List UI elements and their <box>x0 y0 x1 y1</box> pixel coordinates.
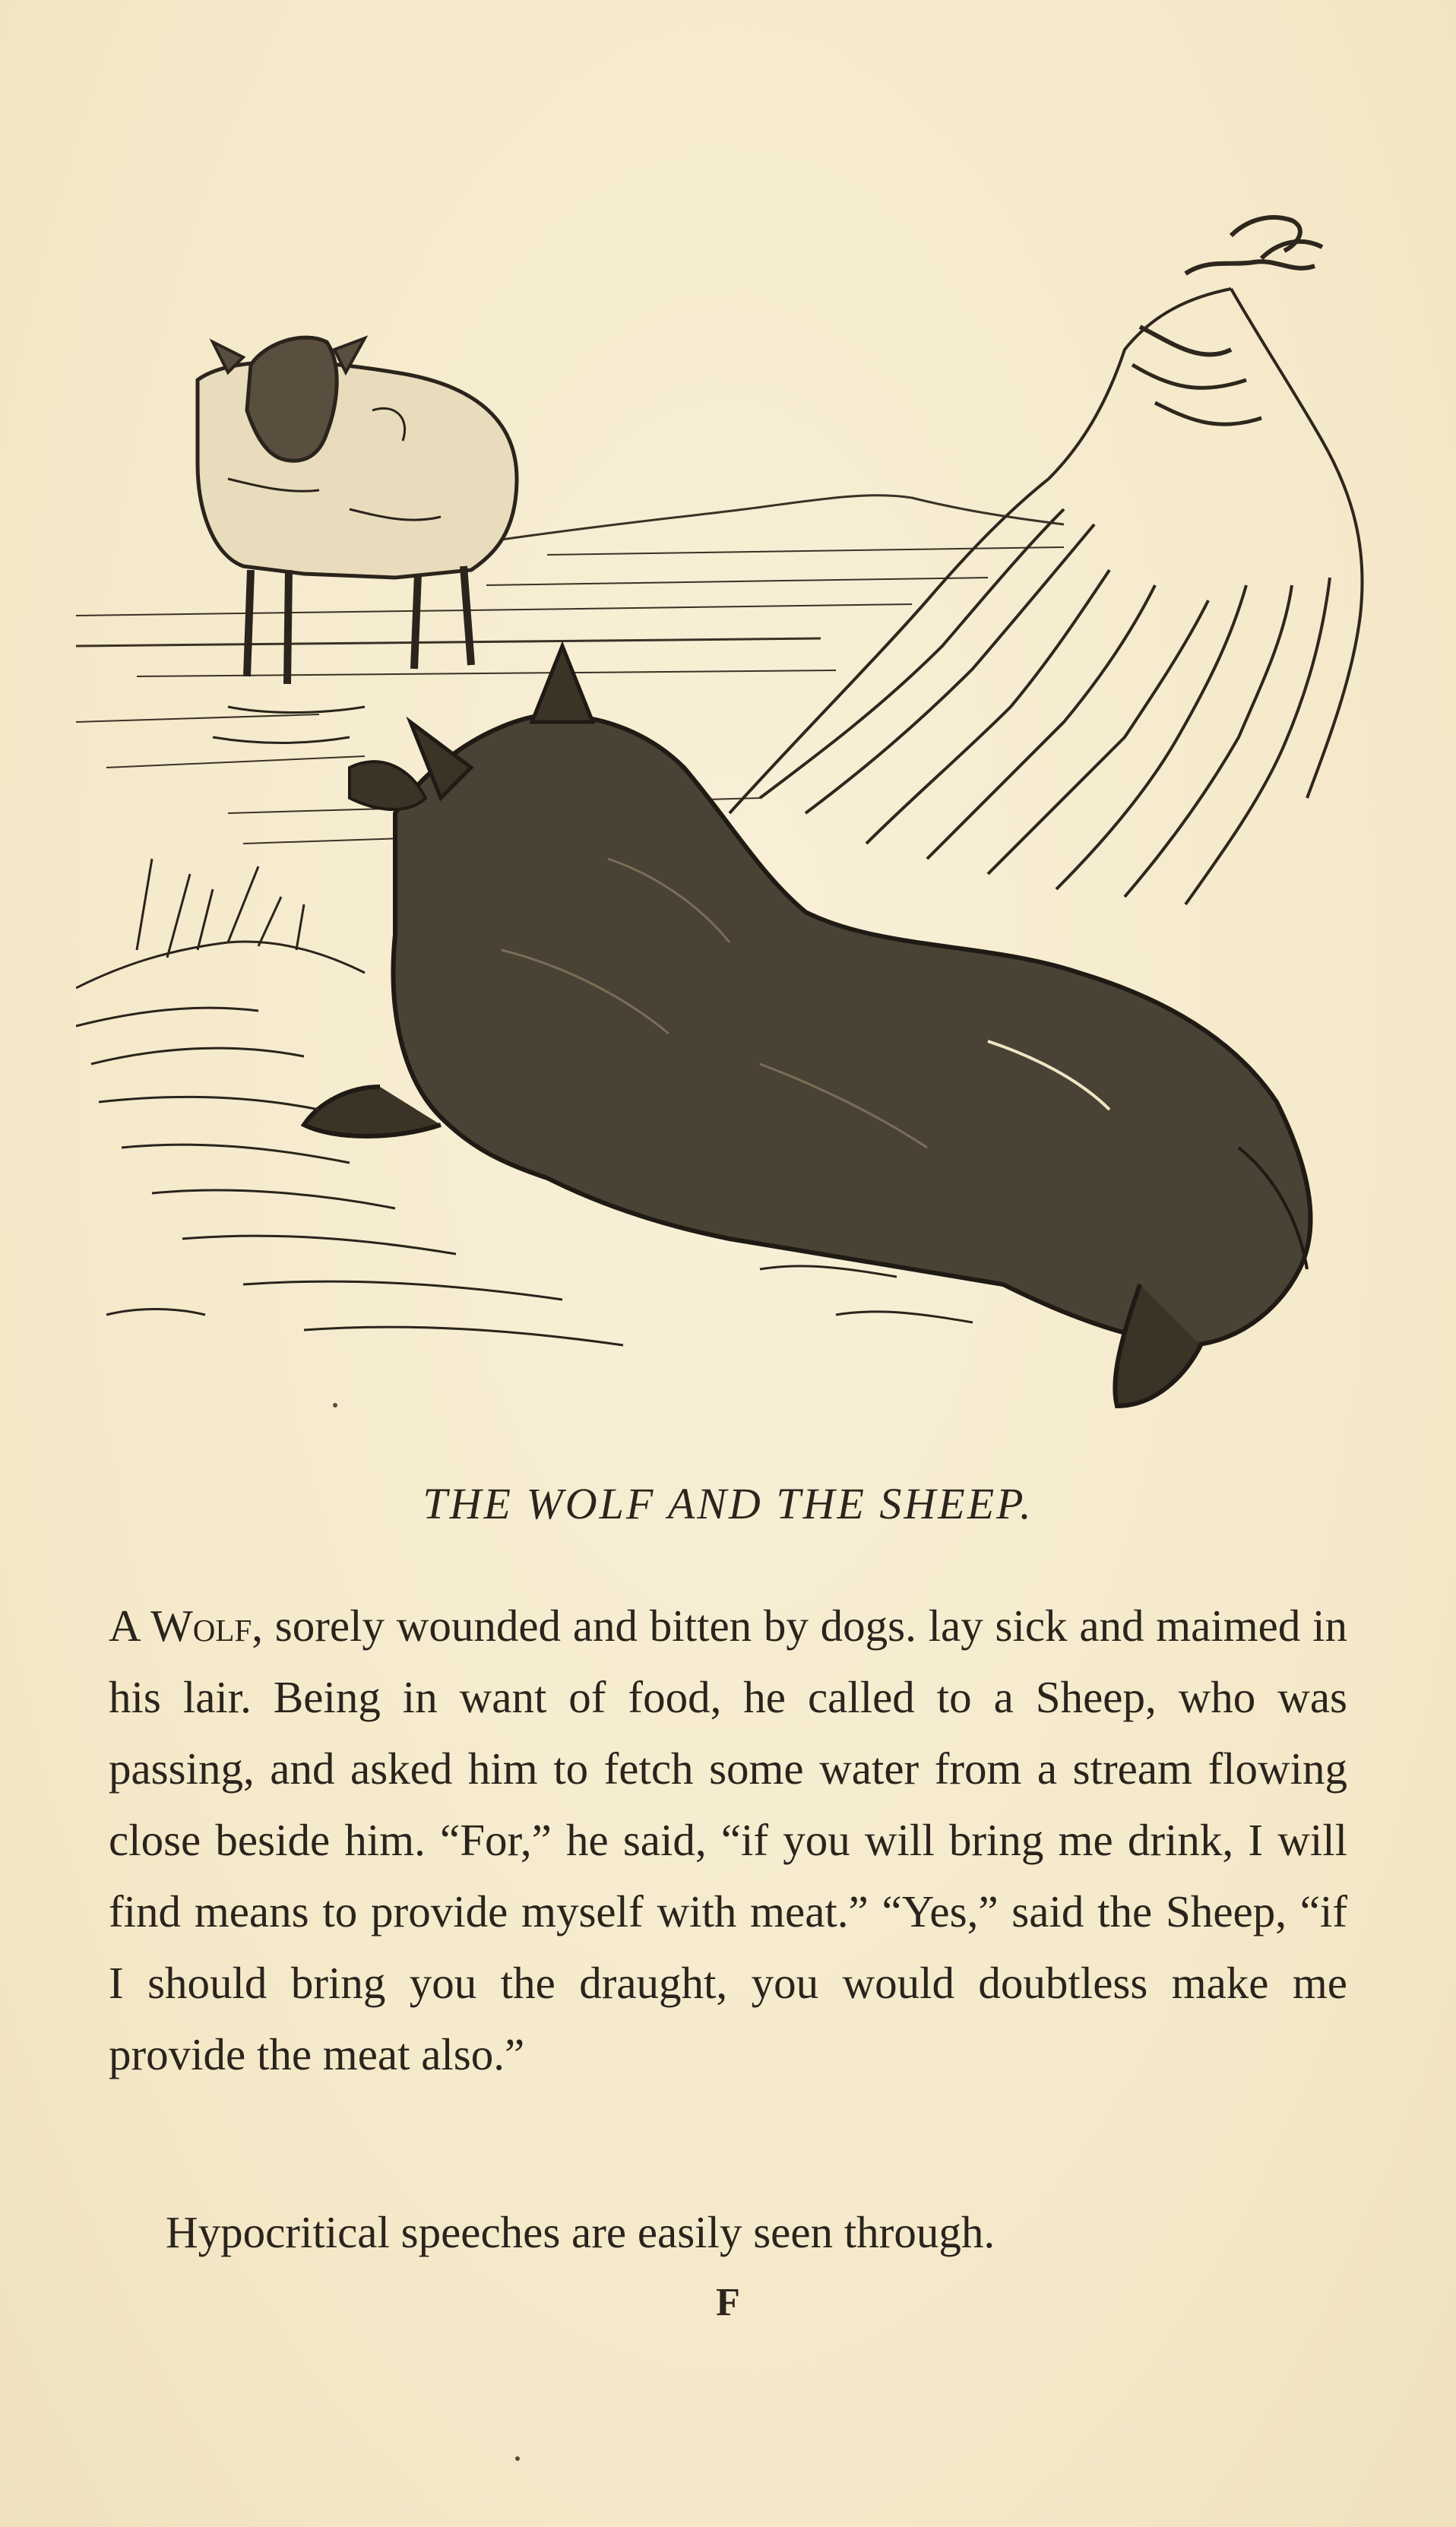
wolf-and-sheep-engraving <box>76 190 1383 1421</box>
signature-mark: F <box>716 2281 740 2324</box>
cliff-top-tuft <box>1185 217 1322 274</box>
cliff <box>730 289 1363 904</box>
fable-opening-wolf: Wolf <box>150 1601 252 1651</box>
sheep <box>198 337 517 743</box>
wolf <box>304 646 1310 1406</box>
illustration-caption: THE WOLF AND THE SHEEP. <box>423 1479 1033 1528</box>
fable-text: , sorely wounded and bitten by dogs. lay sick and maimed in his lair. Being in want of food, he called to a Sheep, who was passing, and asked him to fetch some water from a stream flowing close beside him. “For,” he said, “if you will bring me drink, I will find means to provide myself with meat.” “Yes,” said the Sheep, “if I should bring you the draught, you would doubtless make me provide the meat also.” <box>109 1601 1347 2079</box>
fable-opening-a: A <box>109 1601 151 1651</box>
print-speck <box>333 1403 337 1408</box>
fable-moral: Hypocritical speeches are easily seen through. <box>166 2207 995 2257</box>
fable-paragraph <box>109 1590 1347 2090</box>
print-speck <box>515 2456 520 2461</box>
